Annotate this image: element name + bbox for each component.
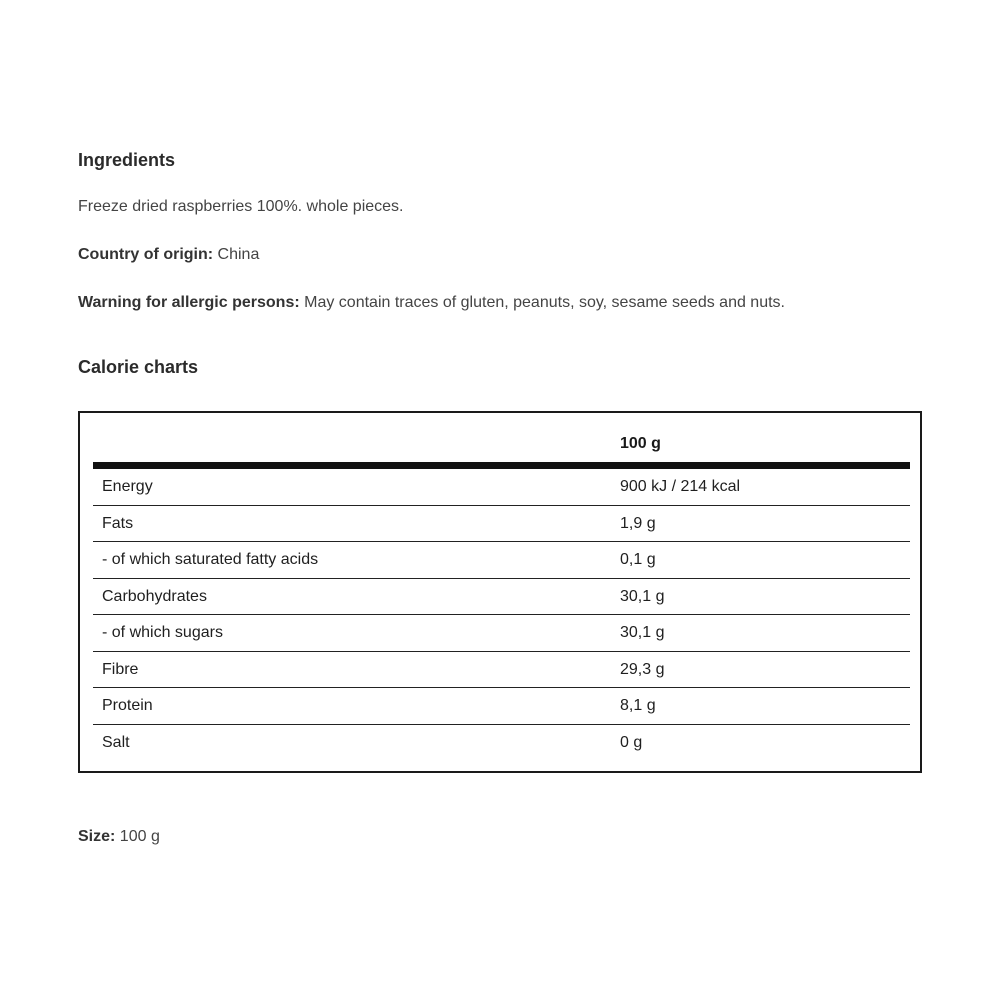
allergy-value: May contain traces of gluten, peanuts, soy, sesame seeds and nuts. <box>304 294 785 311</box>
nutrient-value: 8,1 g <box>620 697 656 714</box>
nutrient-name: Fats <box>102 514 134 532</box>
nutrient-value: 0 g <box>620 733 643 751</box>
header-divider <box>93 462 910 469</box>
table-body <box>93 469 910 761</box>
table-row <box>93 469 910 506</box>
calorie-charts-heading: Calorie charts <box>78 357 199 377</box>
table-header <box>80 413 920 463</box>
column-header-amount: 100 g <box>620 435 661 452</box>
allergy-label: Warning for allergic persons: <box>78 294 300 311</box>
nutrient-value: 1,9 g <box>620 514 656 532</box>
table-row <box>93 688 910 725</box>
size-label: Size: <box>78 828 116 845</box>
table-row <box>93 542 910 579</box>
nutrient-value: 30,1 g <box>620 624 665 641</box>
nutrient-name: Salt <box>102 733 130 751</box>
table-row <box>93 579 910 616</box>
table-row <box>93 615 910 652</box>
nutrient-value: 0,1 g <box>620 551 656 568</box>
nutrient-name: Carbohydrates <box>102 587 207 605</box>
origin-value: China <box>217 246 260 263</box>
nutrient-name: - of which saturated fatty acids <box>102 551 319 568</box>
nutrition-table <box>78 411 922 773</box>
country-of-origin <box>78 246 259 264</box>
nutrient-name: - of which sugars <box>102 624 223 641</box>
table-row <box>93 506 910 543</box>
nutrient-value: 29,3 g <box>620 660 665 678</box>
ingredients-text: Freeze dried raspberries 100%. whole pieces. <box>78 198 404 215</box>
table-row <box>93 652 910 689</box>
table-row <box>93 725 910 762</box>
nutrient-name: Fibre <box>102 660 139 678</box>
nutrient-name: Energy <box>102 478 153 495</box>
nutrient-value: 30,1 g <box>620 587 665 605</box>
size-value: 100 g <box>119 828 160 845</box>
allergy-warning <box>78 294 785 312</box>
ingredients-heading: Ingredients <box>78 150 176 170</box>
origin-label: Country of origin: <box>78 246 214 263</box>
nutrient-value: 900 kJ / 214 kcal <box>620 478 741 495</box>
nutrient-name: Protein <box>102 697 153 714</box>
package-size <box>78 828 160 846</box>
